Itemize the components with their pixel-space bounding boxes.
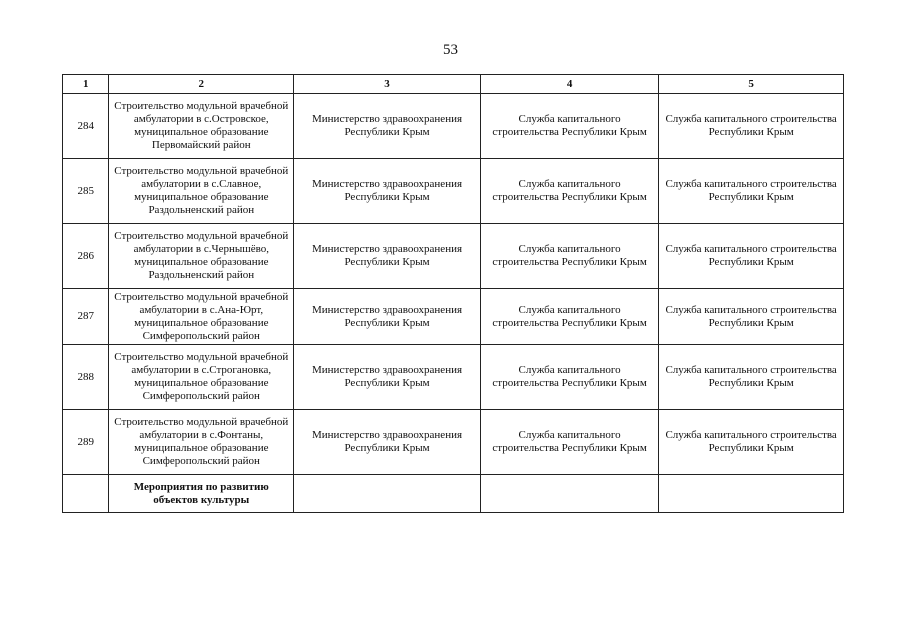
table-row [63,410,844,475]
row-ministry: Министерство здравоохранения Республики Крым [294,410,481,475]
section-row [63,475,844,513]
row-customer: Служба капитального строительства Республики Крым [480,345,658,410]
row-executor: Служба капитального строительства Республики Крым [659,410,844,475]
row-ministry: Министерство здравоохранения Республики Крым [294,289,481,345]
row-customer: Служба капитального строительства Республики Крым [480,94,658,159]
column-header-5: 5 [659,75,844,94]
section-empty-cell [294,475,481,513]
row-executor: Служба капитального строительства Республики Крым [659,289,844,345]
column-header-4: 4 [480,75,658,94]
row-ministry: Министерство здравоохранения Республики Крым [294,159,481,224]
row-number: 286 [63,224,109,289]
measures-table [62,74,844,513]
row-ministry: Министерство здравоохранения Республики Крым [294,94,481,159]
table-row [63,94,844,159]
row-executor: Служба капитального строительства Республики Крым [659,224,844,289]
row-description: Строительство модульной врачебной амбулатории в с.Островское, муниципальное образование Первомайский район [109,94,294,159]
row-description: Строительство модульной врачебной амбулатории в с.Ана-Юрт, муниципальное образование Симферопольский район [109,289,294,345]
table-row [63,159,844,224]
column-header-3: 3 [294,75,481,94]
table-row [63,224,844,289]
column-header-1: 1 [63,75,109,94]
row-number: 287 [63,289,109,345]
row-customer: Служба капитального строительства Республики Крым [480,410,658,475]
row-executor: Служба капитального строительства Республики Крым [659,94,844,159]
row-number: 284 [63,94,109,159]
section-title: Мероприятия по развитию объектов культуры [109,475,294,513]
table-row [63,289,844,345]
table-header-row [63,75,844,94]
row-executor: Служба капитального строительства Республики Крым [659,345,844,410]
row-description: Строительство модульной врачебной амбулатории в с.Чернышёво, муниципальное образование Раздольненский район [109,224,294,289]
row-number: 285 [63,159,109,224]
section-empty-cell [480,475,658,513]
row-description: Строительство модульной врачебной амбулатории в с.Строгановка, муниципальное образование Симферопольский район [109,345,294,410]
row-ministry: Министерство здравоохранения Республики Крым [294,345,481,410]
row-customer: Служба капитального строительства Республики Крым [480,224,658,289]
row-description: Строительство модульной врачебной амбулатории в с.Славное, муниципальное образование Раздольненский район [109,159,294,224]
section-number-cell [63,475,109,513]
row-customer: Служба капитального строительства Республики Крым [480,159,658,224]
column-header-2: 2 [109,75,294,94]
table-row [63,345,844,410]
row-ministry: Министерство здравоохранения Республики Крым [294,224,481,289]
row-number: 289 [63,410,109,475]
section-empty-cell [659,475,844,513]
row-executor: Служба капитального строительства Республики Крым [659,159,844,224]
row-number: 288 [63,345,109,410]
page-number: 53 [443,42,458,58]
row-customer: Служба капитального строительства Республики Крым [480,289,658,345]
row-description: Строительство модульной врачебной амбулатории в с.Фонтаны, муниципальное образование Симферопольский район [109,410,294,475]
